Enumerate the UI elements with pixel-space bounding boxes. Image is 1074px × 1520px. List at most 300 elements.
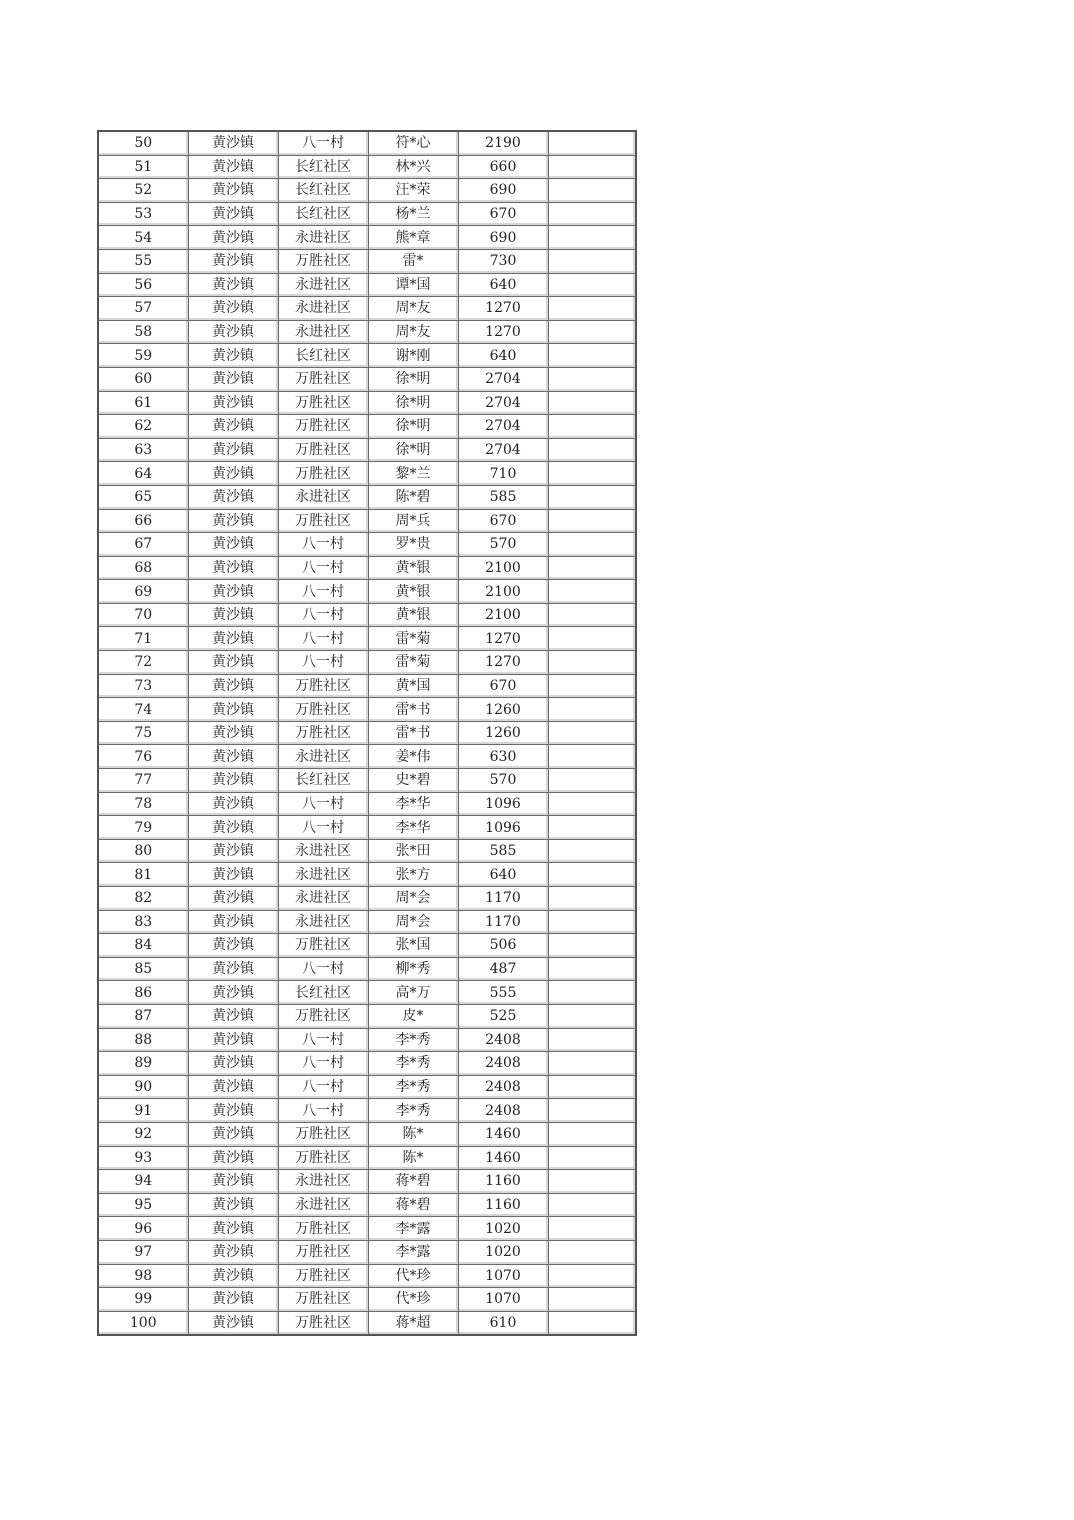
person-name-cell: 徐*明 <box>368 367 458 391</box>
table-row <box>98 1028 636 1052</box>
person-name-cell: 陈* <box>368 1122 458 1146</box>
community-cell: 万胜社区 <box>278 438 368 462</box>
amount-cell: 1160 <box>458 1193 548 1217</box>
table-row <box>98 1052 636 1076</box>
community-cell: 万胜社区 <box>278 721 368 745</box>
amount-cell: 670 <box>458 202 548 226</box>
table-row <box>98 816 636 840</box>
note-cell <box>548 1288 636 1312</box>
community-cell: 万胜社区 <box>278 1004 368 1028</box>
note-cell <box>548 580 636 604</box>
note-cell <box>548 556 636 580</box>
community-cell: 永进社区 <box>278 485 368 509</box>
amount-cell: 1020 <box>458 1217 548 1241</box>
amount-cell: 1096 <box>458 792 548 816</box>
town-cell: 黄沙镇 <box>188 1052 278 1076</box>
amount-cell: 640 <box>458 344 548 368</box>
row-number-cell: 66 <box>98 509 188 533</box>
community-cell: 万胜社区 <box>278 1288 368 1312</box>
amount-cell: 585 <box>458 839 548 863</box>
note-cell <box>548 367 636 391</box>
row-number-cell: 75 <box>98 721 188 745</box>
community-cell: 万胜社区 <box>278 462 368 486</box>
person-name-cell: 黎*兰 <box>368 462 458 486</box>
community-cell: 万胜社区 <box>278 674 368 698</box>
note-cell <box>548 745 636 769</box>
person-name-cell: 蒋*碧 <box>368 1170 458 1194</box>
community-cell: 万胜社区 <box>278 367 368 391</box>
person-name-cell: 黄*银 <box>368 580 458 604</box>
table-row <box>98 1193 636 1217</box>
town-cell: 黄沙镇 <box>188 155 278 179</box>
note-cell <box>548 792 636 816</box>
town-cell: 黄沙镇 <box>188 981 278 1005</box>
town-cell: 黄沙镇 <box>188 320 278 344</box>
amount-cell: 670 <box>458 674 548 698</box>
note-cell <box>548 273 636 297</box>
row-number-cell: 83 <box>98 910 188 934</box>
town-cell: 黄沙镇 <box>188 485 278 509</box>
amount-cell: 2408 <box>458 1052 548 1076</box>
table-row <box>98 769 636 793</box>
row-number-cell: 53 <box>98 202 188 226</box>
note-cell <box>548 934 636 958</box>
note-cell <box>548 839 636 863</box>
person-name-cell: 柳*秀 <box>368 957 458 981</box>
row-number-cell: 69 <box>98 580 188 604</box>
note-cell <box>548 1122 636 1146</box>
row-number-cell: 77 <box>98 769 188 793</box>
person-name-cell: 雷*菊 <box>368 627 458 651</box>
person-name-cell: 符*心 <box>368 131 458 155</box>
table-row <box>98 320 636 344</box>
amount-cell: 2408 <box>458 1099 548 1123</box>
row-number-cell: 84 <box>98 934 188 958</box>
town-cell: 黄沙镇 <box>188 603 278 627</box>
amount-cell: 2100 <box>458 580 548 604</box>
community-cell: 长红社区 <box>278 981 368 1005</box>
note-cell <box>548 462 636 486</box>
person-name-cell: 徐*明 <box>368 391 458 415</box>
row-number-cell: 74 <box>98 698 188 722</box>
person-name-cell: 林*兴 <box>368 155 458 179</box>
community-cell: 长红社区 <box>278 179 368 203</box>
community-cell: 万胜社区 <box>278 249 368 273</box>
row-number-cell: 67 <box>98 533 188 557</box>
community-cell: 万胜社区 <box>278 1264 368 1288</box>
row-number-cell: 52 <box>98 179 188 203</box>
person-name-cell: 李*秀 <box>368 1052 458 1076</box>
person-name-cell: 高*万 <box>368 981 458 1005</box>
amount-cell: 570 <box>458 533 548 557</box>
town-cell: 黄沙镇 <box>188 391 278 415</box>
community-cell: 八一村 <box>278 792 368 816</box>
person-name-cell: 周*友 <box>368 297 458 321</box>
person-name-cell: 李*露 <box>368 1240 458 1264</box>
community-cell: 八一村 <box>278 957 368 981</box>
community-cell: 万胜社区 <box>278 1122 368 1146</box>
amount-cell: 710 <box>458 462 548 486</box>
note-cell <box>548 179 636 203</box>
table-row <box>98 863 636 887</box>
table-row <box>98 1288 636 1312</box>
town-cell: 黄沙镇 <box>188 1193 278 1217</box>
community-cell: 永进社区 <box>278 887 368 911</box>
community-cell: 永进社区 <box>278 320 368 344</box>
amount-cell: 1270 <box>458 297 548 321</box>
table-row <box>98 721 636 745</box>
community-cell: 永进社区 <box>278 745 368 769</box>
person-name-cell: 李*华 <box>368 816 458 840</box>
person-name-cell: 黄*国 <box>368 674 458 698</box>
person-name-cell: 张*田 <box>368 839 458 863</box>
note-cell <box>548 533 636 557</box>
community-cell: 长红社区 <box>278 202 368 226</box>
table-row <box>98 1264 636 1288</box>
row-number-cell: 88 <box>98 1028 188 1052</box>
table-row <box>98 462 636 486</box>
community-cell: 八一村 <box>278 556 368 580</box>
table-row <box>98 485 636 509</box>
row-number-cell: 82 <box>98 887 188 911</box>
row-number-cell: 87 <box>98 1004 188 1028</box>
community-cell: 八一村 <box>278 580 368 604</box>
community-cell: 八一村 <box>278 1075 368 1099</box>
row-number-cell: 91 <box>98 1099 188 1123</box>
town-cell: 黄沙镇 <box>188 887 278 911</box>
community-cell: 八一村 <box>278 627 368 651</box>
row-number-cell: 76 <box>98 745 188 769</box>
amount-cell: 525 <box>458 1004 548 1028</box>
town-cell: 黄沙镇 <box>188 179 278 203</box>
community-cell: 八一村 <box>278 1099 368 1123</box>
row-number-cell: 80 <box>98 839 188 863</box>
amount-cell: 1270 <box>458 320 548 344</box>
note-cell <box>548 320 636 344</box>
table-row <box>98 603 636 627</box>
amount-cell: 506 <box>458 934 548 958</box>
person-name-cell: 雷* <box>368 249 458 273</box>
amount-cell: 2704 <box>458 438 548 462</box>
table-row <box>98 155 636 179</box>
table-row <box>98 981 636 1005</box>
amount-cell: 2100 <box>458 603 548 627</box>
person-name-cell: 史*碧 <box>368 769 458 793</box>
note-cell <box>548 1193 636 1217</box>
amount-cell: 1460 <box>458 1122 548 1146</box>
amount-cell: 2704 <box>458 415 548 439</box>
town-cell: 黄沙镇 <box>188 344 278 368</box>
town-cell: 黄沙镇 <box>188 721 278 745</box>
row-number-cell: 70 <box>98 603 188 627</box>
table-row <box>98 1146 636 1170</box>
note-cell <box>548 297 636 321</box>
person-name-cell: 黄*银 <box>368 556 458 580</box>
community-cell: 万胜社区 <box>278 509 368 533</box>
town-cell: 黄沙镇 <box>188 1075 278 1099</box>
community-cell: 八一村 <box>278 816 368 840</box>
community-cell: 长红社区 <box>278 769 368 793</box>
amount-cell: 2704 <box>458 391 548 415</box>
amount-cell: 2190 <box>458 131 548 155</box>
note-cell <box>548 1004 636 1028</box>
person-name-cell: 熊*章 <box>368 226 458 250</box>
town-cell: 黄沙镇 <box>188 1288 278 1312</box>
table-row <box>98 580 636 604</box>
person-name-cell: 李*露 <box>368 1217 458 1241</box>
row-number-cell: 61 <box>98 391 188 415</box>
person-name-cell: 蒋*碧 <box>368 1193 458 1217</box>
person-name-cell: 周*会 <box>368 887 458 911</box>
person-name-cell: 李*华 <box>368 792 458 816</box>
town-cell: 黄沙镇 <box>188 816 278 840</box>
person-name-cell: 张*方 <box>368 863 458 887</box>
table-row <box>98 698 636 722</box>
note-cell <box>548 816 636 840</box>
table-row <box>98 1170 636 1194</box>
amount-cell: 2100 <box>458 556 548 580</box>
row-number-cell: 54 <box>98 226 188 250</box>
table-row <box>98 391 636 415</box>
row-number-cell: 79 <box>98 816 188 840</box>
town-cell: 黄沙镇 <box>188 580 278 604</box>
community-cell: 万胜社区 <box>278 1240 368 1264</box>
person-name-cell: 徐*明 <box>368 438 458 462</box>
town-cell: 黄沙镇 <box>188 1311 278 1335</box>
table-row <box>98 745 636 769</box>
table-row <box>98 415 636 439</box>
person-name-cell: 陈* <box>368 1146 458 1170</box>
town-cell: 黄沙镇 <box>188 202 278 226</box>
community-cell: 永进社区 <box>278 863 368 887</box>
row-number-cell: 93 <box>98 1146 188 1170</box>
town-cell: 黄沙镇 <box>188 957 278 981</box>
town-cell: 黄沙镇 <box>188 1028 278 1052</box>
row-number-cell: 68 <box>98 556 188 580</box>
person-name-cell: 黄*银 <box>368 603 458 627</box>
table-row <box>98 1311 636 1335</box>
row-number-cell: 94 <box>98 1170 188 1194</box>
person-name-cell: 周*兵 <box>368 509 458 533</box>
table-row <box>98 934 636 958</box>
community-cell: 永进社区 <box>278 1170 368 1194</box>
town-cell: 黄沙镇 <box>188 367 278 391</box>
amount-cell: 2408 <box>458 1028 548 1052</box>
table-row <box>98 533 636 557</box>
note-cell <box>548 957 636 981</box>
row-number-cell: 92 <box>98 1122 188 1146</box>
note-cell <box>548 1052 636 1076</box>
note-cell <box>548 1264 636 1288</box>
community-cell: 万胜社区 <box>278 391 368 415</box>
row-number-cell: 72 <box>98 651 188 675</box>
town-cell: 黄沙镇 <box>188 651 278 675</box>
amount-cell: 1096 <box>458 816 548 840</box>
row-number-cell: 58 <box>98 320 188 344</box>
person-name-cell: 李*秀 <box>368 1075 458 1099</box>
amount-cell: 630 <box>458 745 548 769</box>
row-number-cell: 55 <box>98 249 188 273</box>
amount-cell: 610 <box>458 1311 548 1335</box>
row-number-cell: 71 <box>98 627 188 651</box>
table-row <box>98 839 636 863</box>
note-cell <box>548 603 636 627</box>
note-cell <box>548 887 636 911</box>
community-cell: 八一村 <box>278 131 368 155</box>
table-row <box>98 910 636 934</box>
town-cell: 黄沙镇 <box>188 1122 278 1146</box>
note-cell <box>548 721 636 745</box>
row-number-cell: 59 <box>98 344 188 368</box>
person-name-cell: 李*秀 <box>368 1028 458 1052</box>
amount-cell: 1070 <box>458 1288 548 1312</box>
town-cell: 黄沙镇 <box>188 1217 278 1241</box>
amount-cell: 2704 <box>458 367 548 391</box>
amount-cell: 690 <box>458 179 548 203</box>
note-cell <box>548 1146 636 1170</box>
person-name-cell: 雷*书 <box>368 698 458 722</box>
town-cell: 黄沙镇 <box>188 249 278 273</box>
town-cell: 黄沙镇 <box>188 1264 278 1288</box>
town-cell: 黄沙镇 <box>188 1240 278 1264</box>
note-cell <box>548 202 636 226</box>
row-number-cell: 56 <box>98 273 188 297</box>
town-cell: 黄沙镇 <box>188 698 278 722</box>
town-cell: 黄沙镇 <box>188 1146 278 1170</box>
amount-cell: 585 <box>458 485 548 509</box>
row-number-cell: 62 <box>98 415 188 439</box>
table-row <box>98 179 636 203</box>
amount-cell: 1160 <box>458 1170 548 1194</box>
community-cell: 永进社区 <box>278 297 368 321</box>
note-cell <box>548 344 636 368</box>
town-cell: 黄沙镇 <box>188 934 278 958</box>
amount-cell: 1260 <box>458 721 548 745</box>
person-name-cell: 代*珍 <box>368 1264 458 1288</box>
table-row <box>98 1217 636 1241</box>
person-name-cell: 皮* <box>368 1004 458 1028</box>
person-name-cell: 蒋*超 <box>368 1311 458 1335</box>
person-name-cell: 谭*国 <box>368 273 458 297</box>
amount-cell: 660 <box>458 155 548 179</box>
amount-cell: 670 <box>458 509 548 533</box>
person-name-cell: 杨*兰 <box>368 202 458 226</box>
community-cell: 八一村 <box>278 651 368 675</box>
amount-cell: 555 <box>458 981 548 1005</box>
amount-cell: 1270 <box>458 651 548 675</box>
beneficiary-table <box>97 130 637 1336</box>
row-number-cell: 73 <box>98 674 188 698</box>
note-cell <box>548 226 636 250</box>
table-row <box>98 202 636 226</box>
row-number-cell: 95 <box>98 1193 188 1217</box>
person-name-cell: 陈*碧 <box>368 485 458 509</box>
community-cell: 八一村 <box>278 1028 368 1052</box>
amount-cell: 487 <box>458 957 548 981</box>
amount-cell: 2408 <box>458 1075 548 1099</box>
table-row <box>98 1075 636 1099</box>
table-row <box>98 1099 636 1123</box>
town-cell: 黄沙镇 <box>188 509 278 533</box>
community-cell: 长红社区 <box>278 344 368 368</box>
table-row <box>98 1004 636 1028</box>
person-name-cell: 周*会 <box>368 910 458 934</box>
table-row <box>98 344 636 368</box>
person-name-cell: 张*国 <box>368 934 458 958</box>
table-row <box>98 556 636 580</box>
person-name-cell: 姜*伟 <box>368 745 458 769</box>
note-cell <box>548 391 636 415</box>
community-cell: 万胜社区 <box>278 1311 368 1335</box>
amount-cell: 1020 <box>458 1240 548 1264</box>
note-cell <box>548 1311 636 1335</box>
table-body <box>98 131 636 1335</box>
amount-cell: 640 <box>458 863 548 887</box>
town-cell: 黄沙镇 <box>188 839 278 863</box>
note-cell <box>548 698 636 722</box>
note-cell <box>548 1217 636 1241</box>
town-cell: 黄沙镇 <box>188 415 278 439</box>
table-row <box>98 438 636 462</box>
town-cell: 黄沙镇 <box>188 627 278 651</box>
town-cell: 黄沙镇 <box>188 273 278 297</box>
table-row <box>98 1240 636 1264</box>
town-cell: 黄沙镇 <box>188 297 278 321</box>
note-cell <box>548 1240 636 1264</box>
row-number-cell: 100 <box>98 1311 188 1335</box>
row-number-cell: 81 <box>98 863 188 887</box>
note-cell <box>548 509 636 533</box>
amount-cell: 1070 <box>458 1264 548 1288</box>
community-cell: 万胜社区 <box>278 934 368 958</box>
town-cell: 黄沙镇 <box>188 910 278 934</box>
town-cell: 黄沙镇 <box>188 438 278 462</box>
row-number-cell: 63 <box>98 438 188 462</box>
town-cell: 黄沙镇 <box>188 1099 278 1123</box>
community-cell: 万胜社区 <box>278 1217 368 1241</box>
person-name-cell: 谢*刚 <box>368 344 458 368</box>
row-number-cell: 65 <box>98 485 188 509</box>
community-cell: 永进社区 <box>278 839 368 863</box>
town-cell: 黄沙镇 <box>188 769 278 793</box>
community-cell: 永进社区 <box>278 910 368 934</box>
note-cell <box>548 485 636 509</box>
note-cell <box>548 981 636 1005</box>
amount-cell: 690 <box>458 226 548 250</box>
amount-cell: 1260 <box>458 698 548 722</box>
table-row <box>98 273 636 297</box>
town-cell: 黄沙镇 <box>188 226 278 250</box>
note-cell <box>548 131 636 155</box>
town-cell: 黄沙镇 <box>188 792 278 816</box>
table-row <box>98 226 636 250</box>
row-number-cell: 51 <box>98 155 188 179</box>
person-name-cell: 代*珍 <box>368 1288 458 1312</box>
table-row <box>98 651 636 675</box>
note-cell <box>548 1099 636 1123</box>
town-cell: 黄沙镇 <box>188 556 278 580</box>
person-name-cell: 李*秀 <box>368 1099 458 1123</box>
person-name-cell: 周*友 <box>368 320 458 344</box>
table-row <box>98 1122 636 1146</box>
town-cell: 黄沙镇 <box>188 674 278 698</box>
community-cell: 万胜社区 <box>278 415 368 439</box>
town-cell: 黄沙镇 <box>188 131 278 155</box>
note-cell <box>548 910 636 934</box>
person-name-cell: 雷*菊 <box>368 651 458 675</box>
town-cell: 黄沙镇 <box>188 1170 278 1194</box>
note-cell <box>548 651 636 675</box>
